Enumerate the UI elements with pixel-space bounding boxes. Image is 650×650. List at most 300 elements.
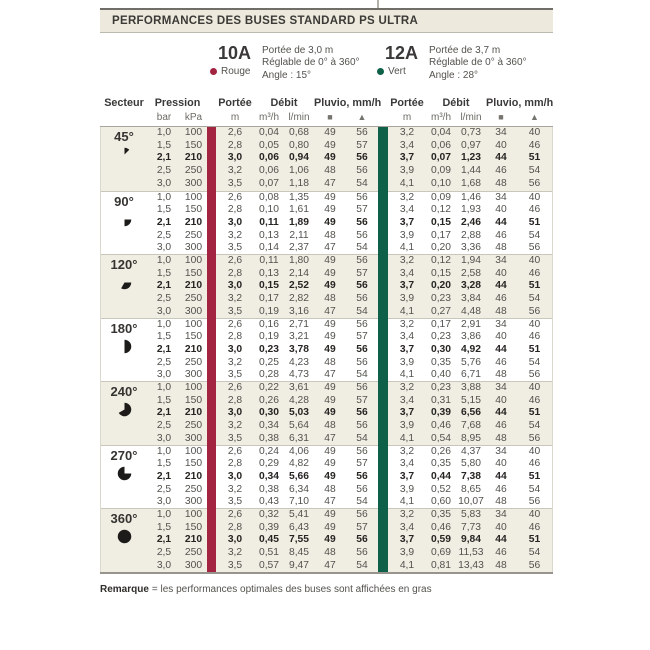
cell: 300 <box>184 432 203 444</box>
table-row <box>100 319 553 332</box>
sector-block-45 <box>100 127 553 191</box>
cell: 2,8 <box>227 204 243 216</box>
cell: 150 <box>184 139 203 151</box>
table-row <box>100 331 553 344</box>
table-row <box>100 255 553 268</box>
cell: 2,88 <box>460 229 482 241</box>
cell: 0,16 <box>258 318 280 330</box>
cell: 3,21 <box>288 331 310 343</box>
cell: 4,37 <box>460 445 482 457</box>
cell: 3,4 <box>399 139 415 151</box>
unit-lmin-12a: l/min <box>460 112 482 123</box>
cell: 9,47 <box>288 559 310 571</box>
cell: 48 <box>324 547 336 559</box>
cell: 3,0 <box>227 470 243 482</box>
cell: 40 <box>528 382 541 393</box>
cell: 54 <box>356 242 368 254</box>
cell: 1,5 <box>156 458 172 470</box>
cell: 4,28 <box>288 394 310 406</box>
cell: 47 <box>324 369 336 381</box>
spec-line: Angle : 28° <box>429 69 479 81</box>
cell: 0,07 <box>430 152 452 164</box>
cell: 1,5 <box>156 139 172 151</box>
cell: 8,45 <box>288 547 310 559</box>
cell: 250 <box>184 420 203 432</box>
title-band <box>100 10 553 33</box>
header-pression: Pression <box>154 97 201 109</box>
cell: 0,20 <box>430 242 452 254</box>
cell: 34 <box>495 127 507 138</box>
cell: 250 <box>184 356 203 368</box>
pie-90-icon <box>117 212 132 227</box>
cell: 0,32 <box>258 509 280 520</box>
unit-kpa: kPa <box>184 112 203 123</box>
cell: 11,53 <box>458 547 484 559</box>
cell: 54 <box>356 432 368 444</box>
cell: 0,11 <box>259 255 279 266</box>
table-row <box>100 395 553 408</box>
nozzle-12a-strip <box>378 127 388 572</box>
cell: 0,06 <box>430 139 452 151</box>
cell: 40 <box>495 267 507 279</box>
cell: 3,0 <box>156 177 172 189</box>
cell: 210 <box>184 534 203 546</box>
table-row <box>100 471 553 484</box>
cell: 5,64 <box>288 420 310 432</box>
cell: 210 <box>184 470 203 482</box>
cell: 2,6 <box>227 127 243 138</box>
cell: 6,34 <box>288 483 310 495</box>
cell: 1,46 <box>460 191 482 203</box>
cell: 3,9 <box>399 229 415 241</box>
sector-head <box>100 127 148 191</box>
cell: 44 <box>495 216 507 228</box>
cell: 54 <box>528 547 541 559</box>
nozzle-12a <box>377 44 527 82</box>
cell: 3,0 <box>227 407 243 419</box>
pie-180-icon <box>117 339 132 354</box>
cell: 3,5 <box>227 496 243 508</box>
cell: 46 <box>495 229 507 241</box>
nozzle-10a-strip <box>207 127 216 572</box>
cell: 49 <box>324 382 336 393</box>
cell: 3,7 <box>399 534 415 546</box>
cell: 150 <box>184 521 203 533</box>
cell: 47 <box>324 305 336 317</box>
cell: 7,55 <box>288 534 310 546</box>
sector-head <box>100 446 148 509</box>
cell: 4,82 <box>288 458 310 470</box>
cell: 0,69 <box>430 547 452 559</box>
cell: 47 <box>324 496 336 508</box>
unit-m-12a: m <box>402 112 412 123</box>
cell: 0,28 <box>258 369 280 381</box>
cell: 0,68 <box>288 127 310 138</box>
cell: 49 <box>324 331 336 343</box>
cell: 210 <box>184 343 203 355</box>
cell: 3,86 <box>460 331 482 343</box>
cell: 150 <box>184 394 203 406</box>
cell: 46 <box>495 547 507 559</box>
cell: 4,48 <box>460 305 482 317</box>
sector-angle-label: 120° <box>110 257 138 272</box>
cell: 2,5 <box>156 229 172 241</box>
cell: 3,5 <box>227 369 243 381</box>
cell: 56 <box>356 534 368 546</box>
cell: 44 <box>495 152 507 164</box>
cell: 100 <box>184 127 203 138</box>
cell: 0,59 <box>430 534 452 546</box>
cell: 47 <box>324 559 336 571</box>
cell: 40 <box>528 445 541 457</box>
cell: 3,28 <box>460 280 482 292</box>
cell: 1,0 <box>156 191 172 203</box>
cell: 56 <box>528 177 541 189</box>
cell: 3,2 <box>399 382 415 393</box>
cell: 3,2 <box>399 445 415 457</box>
sector-block-180 <box>100 318 553 382</box>
cell: 150 <box>184 204 203 216</box>
table-row <box>100 152 553 165</box>
sector-head <box>100 509 148 572</box>
cell: 9,84 <box>460 534 482 546</box>
cell: 0,73 <box>460 127 482 138</box>
cell: 210 <box>184 280 203 292</box>
cell: 5,80 <box>460 458 482 470</box>
cell: 6,31 <box>288 432 310 444</box>
cell: 150 <box>184 267 203 279</box>
cell: 6,56 <box>460 407 482 419</box>
cell: 49 <box>324 343 336 355</box>
cell: 0,38 <box>258 432 280 444</box>
cell: 56 <box>356 343 368 355</box>
table-row <box>100 293 553 306</box>
cell: 4,92 <box>460 343 482 355</box>
square-icon: ■ <box>498 112 504 122</box>
table-row <box>100 496 553 508</box>
pie-270-icon <box>117 466 132 481</box>
cell: 1,61 <box>288 204 310 216</box>
cell: 1,0 <box>156 127 172 138</box>
cell: 0,12 <box>430 204 452 216</box>
nozzle-12a-id-block <box>377 44 427 82</box>
sector-angle-label: 180° <box>110 320 138 336</box>
cell: 56 <box>356 483 368 495</box>
cell: 56 <box>356 470 368 482</box>
cell: 44 <box>495 343 507 355</box>
cell: 3,7 <box>399 407 415 419</box>
cell: 44 <box>495 534 507 546</box>
cell: 0,60 <box>430 496 452 508</box>
cell: 56 <box>528 559 541 571</box>
cell: 54 <box>528 165 541 177</box>
sector-angle-label: 240° <box>110 384 138 399</box>
cell: 49 <box>324 255 336 266</box>
cell: 48 <box>324 229 336 241</box>
cell: 40 <box>528 318 541 330</box>
table-row <box>100 140 553 153</box>
cell: 49 <box>324 267 336 279</box>
cell: 0,94 <box>288 152 310 164</box>
cell: 49 <box>324 394 336 406</box>
cell: 48 <box>495 305 507 317</box>
cell: 7,68 <box>460 420 482 432</box>
cell: 54 <box>528 356 541 368</box>
cell: 5,41 <box>288 509 310 520</box>
cell: 34 <box>495 318 507 330</box>
cell: 210 <box>184 407 203 419</box>
cell: 250 <box>184 165 203 177</box>
cell: 2,1 <box>156 470 172 482</box>
cell: 56 <box>528 496 541 508</box>
cell: 0,19 <box>258 331 280 343</box>
cell: 0,30 <box>258 407 280 419</box>
cell: 2,1 <box>156 152 172 164</box>
cell: 4,1 <box>399 369 415 381</box>
cell: 5,66 <box>288 470 310 482</box>
cell: 0,15 <box>258 280 280 292</box>
cell: 54 <box>356 369 368 381</box>
cell: 2,8 <box>227 139 243 151</box>
table-row <box>100 204 553 217</box>
cell: 54 <box>356 559 368 571</box>
cell: 0,06 <box>258 165 280 177</box>
cell: 3,4 <box>399 267 415 279</box>
cell: 8,65 <box>460 483 482 495</box>
cell: 2,6 <box>227 191 243 203</box>
cell: 0,17 <box>430 318 452 330</box>
cell: 2,8 <box>227 458 243 470</box>
cell: 3,0 <box>227 152 243 164</box>
cell: 0,24 <box>258 445 280 457</box>
cell: 13,43 <box>458 559 484 571</box>
cell: 250 <box>184 229 203 241</box>
table-row <box>100 534 553 547</box>
cell: 0,15 <box>430 216 452 228</box>
cell: 56 <box>356 229 368 241</box>
table-row <box>100 192 553 205</box>
cell: 3,0 <box>227 216 243 228</box>
cell: 40 <box>495 458 507 470</box>
cell: 3,9 <box>399 293 415 305</box>
cell: 48 <box>324 483 336 495</box>
cell: 1,0 <box>156 445 172 457</box>
cell: 0,80 <box>288 139 310 151</box>
table-header-groups <box>100 96 553 111</box>
green-dot-icon <box>377 68 384 75</box>
sector-angle-label: 45° <box>114 129 134 144</box>
cell: 56 <box>356 547 368 559</box>
cell: 2,5 <box>156 547 172 559</box>
header-pluvio-12a: Pluvio, mm/h <box>486 97 554 109</box>
cell: 56 <box>528 242 541 254</box>
cell: 300 <box>184 559 203 571</box>
cell: 0,44 <box>430 470 452 482</box>
cell: 40 <box>528 255 541 266</box>
cell: 0,45 <box>258 534 280 546</box>
pie-240-icon <box>117 402 132 417</box>
cell: 0,35 <box>430 356 452 368</box>
cell: 3,9 <box>399 420 415 432</box>
cell: 250 <box>184 293 203 305</box>
cell: 4,1 <box>399 432 415 444</box>
cell: 2,6 <box>227 509 243 520</box>
cell: 100 <box>184 509 203 520</box>
cell: 3,5 <box>227 177 243 189</box>
cell: 3,4 <box>399 458 415 470</box>
cell: 0,46 <box>430 420 452 432</box>
sector-head <box>100 319 148 382</box>
cell: 3,78 <box>288 343 310 355</box>
cell: 1,0 <box>156 509 172 520</box>
cell: 51 <box>528 280 541 292</box>
cell: 5,76 <box>460 356 482 368</box>
cell: 3,2 <box>227 420 243 432</box>
cell: 0,34 <box>258 420 280 432</box>
page-title: PERFORMANCES DES BUSES STANDARD PS ULTRA <box>112 15 419 27</box>
cell: 54 <box>528 420 541 432</box>
cell: 3,7 <box>399 216 415 228</box>
cell: 49 <box>324 152 336 164</box>
cell: 1,5 <box>156 521 172 533</box>
cell: 6,71 <box>460 369 482 381</box>
sector-block-90 <box>100 191 553 255</box>
cell: 0,09 <box>430 165 452 177</box>
cell: 0,57 <box>258 559 280 571</box>
cell: 2,37 <box>288 242 310 254</box>
cell: 1,5 <box>156 394 172 406</box>
table-row <box>100 509 553 522</box>
cell: 1,06 <box>288 165 310 177</box>
cell: 0,04 <box>258 127 280 138</box>
cell: 49 <box>324 204 336 216</box>
cell: 3,9 <box>399 483 415 495</box>
sector-head <box>100 192 148 255</box>
cell: 5,83 <box>460 509 482 520</box>
cell: 3,16 <box>288 305 310 317</box>
cell: 3,2 <box>227 165 243 177</box>
cell: 100 <box>184 382 203 393</box>
cell: 48 <box>495 242 507 254</box>
cell: 0,30 <box>430 343 452 355</box>
cell: 0,39 <box>430 407 452 419</box>
cell: 46 <box>528 139 541 151</box>
cell: 1,5 <box>156 204 172 216</box>
cell: 2,1 <box>156 216 172 228</box>
cell: 0,26 <box>430 445 452 457</box>
table-row <box>100 560 553 572</box>
performance-table <box>100 96 553 572</box>
unit-bar: bar <box>156 112 172 123</box>
cell: 46 <box>495 420 507 432</box>
unit-m3h-12a: m³/h <box>431 112 451 123</box>
cell: 4,1 <box>399 305 415 317</box>
pie-45-icon <box>117 147 132 162</box>
cell: 3,0 <box>156 242 172 254</box>
cell: 1,93 <box>460 204 482 216</box>
table-row <box>100 280 553 293</box>
cell: 0,15 <box>430 267 452 279</box>
table-row <box>100 522 553 535</box>
cell: 46 <box>528 394 541 406</box>
cell: 300 <box>184 242 203 254</box>
cell: 2,6 <box>227 445 243 457</box>
cell: 56 <box>356 127 368 138</box>
cell: 0,51 <box>258 547 280 559</box>
cell: 34 <box>495 191 507 203</box>
cell: 0,22 <box>258 382 280 393</box>
cell: 46 <box>495 356 507 368</box>
sector-head <box>100 382 148 445</box>
cell: 210 <box>184 216 203 228</box>
cell: 3,36 <box>460 242 482 254</box>
pie-120-icon <box>117 275 132 290</box>
cell: 0,07 <box>258 177 280 189</box>
cell: 7,73 <box>460 521 482 533</box>
cell: 4,06 <box>288 445 310 457</box>
sector-head <box>100 255 148 318</box>
cell: 46 <box>495 165 507 177</box>
cell: 3,4 <box>399 331 415 343</box>
cell: 1,5 <box>156 331 172 343</box>
cell: 44 <box>495 407 507 419</box>
cell: 3,9 <box>399 547 415 559</box>
cell: 4,1 <box>399 559 415 571</box>
cell: 1,0 <box>156 382 172 393</box>
cell: 0,27 <box>430 305 452 317</box>
cell: 4,73 <box>288 369 310 381</box>
cell: 3,0 <box>156 432 172 444</box>
cell: 0,13 <box>258 267 280 279</box>
cell: 2,82 <box>288 293 310 305</box>
cell: 56 <box>356 420 368 432</box>
cell: 56 <box>356 445 368 457</box>
cell: 57 <box>356 267 368 279</box>
table-right-rule <box>552 127 553 572</box>
cell: 0,10 <box>430 177 452 189</box>
cell: 48 <box>495 432 507 444</box>
cell: 3,2 <box>227 356 243 368</box>
cell: 56 <box>356 293 368 305</box>
cell: 2,6 <box>227 255 243 266</box>
cell: 0,23 <box>258 343 280 355</box>
cell: 57 <box>356 521 368 533</box>
cell: 56 <box>356 255 368 266</box>
cell: 48 <box>324 293 336 305</box>
cell: 2,5 <box>156 165 172 177</box>
cell: 49 <box>324 318 336 330</box>
cell: 100 <box>184 318 203 330</box>
cell: 0,23 <box>430 331 452 343</box>
cell: 2,91 <box>460 318 482 330</box>
table-row <box>100 420 553 433</box>
cell: 3,9 <box>399 165 415 177</box>
print-mark <box>377 0 379 8</box>
cell: 3,0 <box>156 305 172 317</box>
cell: 0,17 <box>430 229 452 241</box>
cell: 300 <box>184 369 203 381</box>
cell: 1,18 <box>288 177 310 189</box>
table-body <box>100 127 553 572</box>
table-row <box>100 369 553 381</box>
sector-angle-label: 270° <box>110 447 138 463</box>
cell: 3,2 <box>399 255 415 266</box>
table-row <box>100 547 553 560</box>
cell: 56 <box>356 216 368 228</box>
cell: 46 <box>528 204 541 216</box>
cell: 7,10 <box>288 496 310 508</box>
cell: 2,52 <box>288 280 310 292</box>
